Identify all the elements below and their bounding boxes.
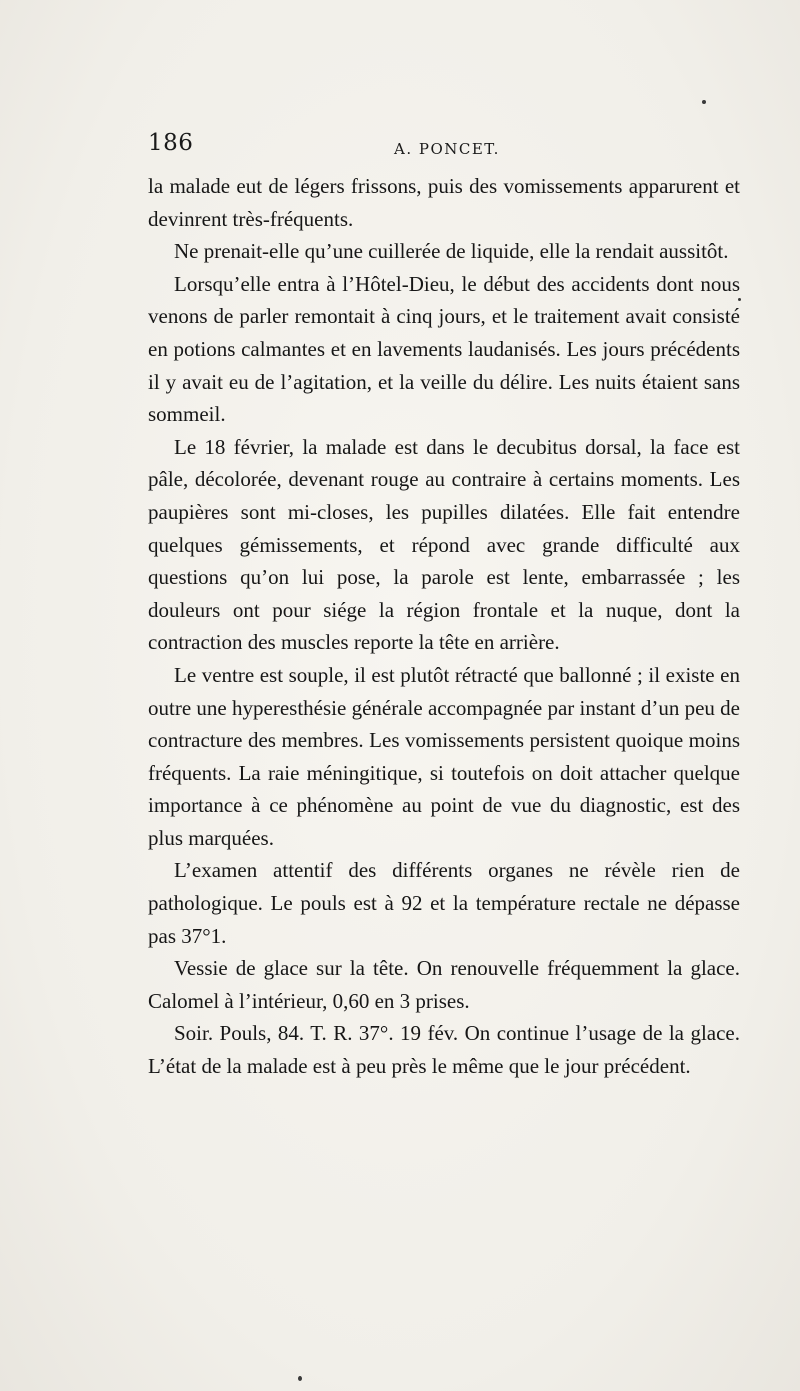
paragraph: L’examen attentif des différents organes ne révèle rien de pathologique. Le pouls est à 92 et la température rectale ne dépasse pas 37°1. [148, 858, 740, 948]
paragraph: Vessie de glace sur la tête. On renouvelle fréquemment la glace. Calomel à l’intérieur, 0,60 en 3 prises. [148, 956, 740, 1013]
running-head: A. PONCET. [394, 140, 500, 158]
paragraph-continuation: la malade eut de légers frissons, puis des vomissements apparurent et devinrent très-fréquents. [148, 174, 740, 231]
paragraph: Ne prenait-elle qu’une cuillerée de liquide, elle la rendait aussitôt. [174, 239, 729, 264]
ink-speck [702, 100, 706, 104]
paragraph: Lorsqu’elle entra à l’Hôtel-Dieu, le début des accidents dont nous venons de parler remontait à cinq jours, et le traitement avait consisté en potions calmantes et en lavements laudanisés. Les jours précédents il y avait eu de l’agitation, et la veille du délire. Les nuits étaient sans sommeil. [148, 271, 740, 427]
paragraph: Le ventre est souple, il est plutôt rétracté que ballonné ; il existe en outre une hyperesthésie générale accompagnée par instant d’un peu de contracture des membres. Les vomissements persistent quoique moins fréquents. La raie méningitique, si toutefois on doit attacher quelque importance à ce phénomène au point de vue du diagnostic, est des plus marquées. [148, 662, 740, 850]
paragraph: Soir. Pouls, 84. T. R. 37°. 19 fév. On continue l’usage de la glace. L’état de la malade est à peu près le même que le jour précédent. [148, 1021, 740, 1079]
page-header [148, 130, 740, 166]
page-number: 186 [148, 130, 194, 156]
paragraph: Le 18 février, la malade est dans le decubitus dorsal, la face est pâle, décolorée, devenant rouge au contraire à certains moments. Les paupières sont mi-closes, les pupilles dilatées. Elle fait entendre quelques gémissements, et répond avec grande difficulté aux questions qu’on lui pose, la parole est lente, embarrassée ; les douleurs ont pour siége la région frontale et la nuque, dont la contraction des muscles reporte la tête en arrière. [148, 434, 740, 655]
body-text [148, 170, 740, 1083]
ink-speck [298, 1376, 302, 1381]
